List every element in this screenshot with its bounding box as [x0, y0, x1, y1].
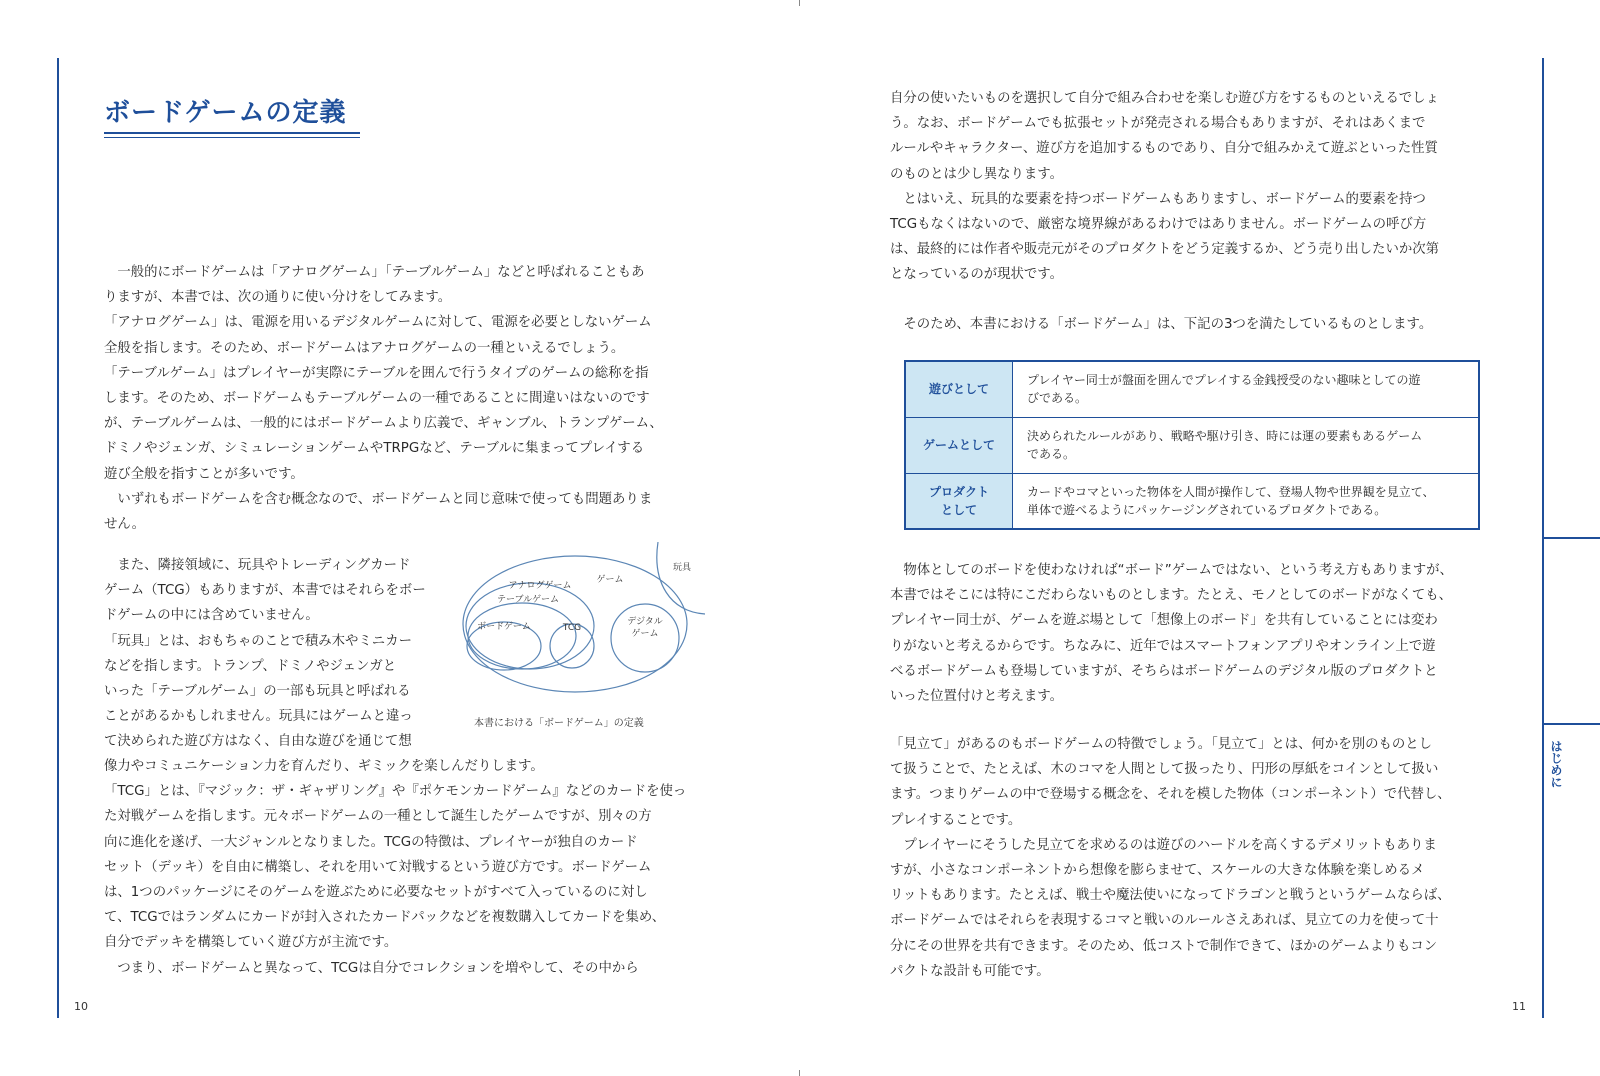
right-body-mid — [890, 558, 1453, 709]
diagram-label-toy: 玩具 — [672, 563, 692, 573]
text-line: また、隣接領域に、玩具やトレーディングカード — [104, 558, 411, 573]
crop-mark-bottom — [799, 1070, 800, 1076]
page-number-left: 10 — [74, 1000, 88, 1013]
text-line: ドゲームの中には含めていません。 — [104, 608, 319, 624]
diagram-label-analog: アナログゲーム — [508, 581, 572, 591]
text-line: せん。 — [104, 517, 145, 533]
right-body-top — [890, 86, 1439, 288]
table-label-line: 遊びとして — [928, 382, 989, 397]
text-line: う。なお、ボードゲームでも拡張セットが発売される場合もありますが、それはあくまで — [890, 116, 1426, 132]
toy-boundary-arc — [657, 542, 705, 614]
left-body-bottom — [104, 754, 686, 981]
text-line: TCGもなくはないので、厳密な境界線があるわけではありません。ボードゲームの呼び方 — [890, 217, 1427, 233]
text-line: りますが、本書では、次の通りに使い分けをしてみます。 — [104, 290, 452, 306]
crop-mark-top — [799, 0, 800, 6]
text-line: 「TCG」とは、『マジック：ザ・ギャザリング』や『ポケモンカードゲーム』などのカードを使っ — [104, 784, 687, 800]
text-line: そのため、本書における「ボードゲーム」は、下記の3つを満たしているものとします。 — [890, 317, 1433, 332]
diagram-label-game: ゲーム — [596, 575, 624, 585]
text-line: 一般的にボードゲームは「アナログゲーム」「テーブルゲーム」などと呼ばれることもあ — [104, 265, 645, 280]
table-desc-cell — [1013, 473, 1480, 529]
text-line: 「アナログゲーム」は、電源を用いるデジタルゲームに対して、電源を必要としないゲーム — [104, 315, 652, 331]
text-line: プレイヤー同士が、ゲームを遊ぶ場として「想像上のボード」を共有していることには変わ — [890, 613, 1438, 629]
table-desc-line: 単体で遊べるようにパッケージングされているプロダクトである。 — [1027, 502, 1387, 517]
table-desc-line: である。 — [1027, 447, 1076, 461]
table-label-cell — [905, 473, 1013, 529]
table-label-cell — [905, 361, 1013, 417]
table-desc-line: びである。 — [1027, 391, 1088, 406]
text-line: すが、小さなコンポーネントから想像を膨らませて、スケールの大きな体験を楽しめるメ — [890, 863, 1425, 879]
text-line: のものとは少し異なります。 — [890, 166, 1064, 182]
text-line: 像力やコミュニケーション力を育んだり、ギミックを楽しんだりします。 — [104, 759, 544, 774]
side-tab-top-rule — [1544, 537, 1600, 539]
page-title: ボードゲームの定義 — [104, 98, 347, 128]
text-line: ドミノやジェンガ、シミュレーションゲームやTRPGなど、テーブルに集まってプレイする — [104, 441, 645, 457]
table-desc-line: プレイヤー同士が盤面を囲んでプレイする金銭授受のない趣味としての遊 — [1027, 373, 1421, 388]
text-line: プレイすることです。 — [890, 812, 1022, 828]
text-line: つまり、ボードゲームと異なって、TCGは自分でコレクションを増やして、その中から — [104, 960, 639, 976]
text-line: が、テーブルゲームは、一般的にはボードゲームより広義で、ギャンブル、トランプゲーム、 — [104, 416, 663, 432]
text-line: 自分の使いたいものを選択して自分で組み合わせを楽しむ遊び方をするものといえるでしょ — [890, 91, 1439, 106]
text-line: パクトな設計も可能です。 — [890, 963, 1050, 979]
diagram-caption: 本書における「ボードゲーム」の定義 — [474, 718, 644, 729]
table-desc-line: 決められたルールがあり、戦略や駆け引き、時には運の要素もあるゲーム — [1027, 429, 1423, 443]
text-line: 物体としてのボードを使わなければ“ボード”ゲームではない、という考え方もありますが、 — [890, 563, 1453, 578]
text-line: 分にその世界を共有できます。そのため、低コストで制作できて、ほかのゲームよりもコン — [890, 938, 1438, 954]
diagram-label-board: ボードゲーム — [477, 622, 531, 632]
text-line: 向に進化を遂げ、一大ジャンルとなりました。TCGの特徴は、プレイヤーが独自のカード — [104, 834, 638, 850]
table-row — [905, 417, 1479, 473]
text-line: 「テーブルゲーム」はプレイヤーが実際にテーブルを囲んで行うタイプのゲームの総称を指 — [104, 365, 649, 381]
table-row — [905, 473, 1479, 529]
text-line: は、1つのパッケージにそのゲームを遊ぶために必要なセットがすべて入っているのに対し — [104, 885, 648, 901]
text-line: します。そのため、ボードゲームもテーブルゲームの一種であることに間違いはないのです — [104, 391, 650, 407]
page-number-right: 11 — [1512, 1000, 1526, 1013]
table-label-line: ゲームとして — [922, 438, 995, 452]
title-underline-2 — [104, 137, 360, 138]
diagram-label-tcg: TCG — [562, 623, 582, 633]
table-row — [905, 361, 1479, 417]
text-line: いった「テーブルゲーム」の一部も玩具と呼ばれる — [104, 684, 411, 700]
right-table-intro — [890, 312, 1432, 337]
text-line: ことがあるかもしれません。玩具にはゲームと違っ — [104, 709, 413, 725]
text-line: プレイヤーにそうした見立てを求めるのは遊びのハードルを高くするデメリットもありま — [890, 837, 1437, 853]
table-label-cell — [905, 417, 1013, 473]
text-line: 「玩具」とは、おもちゃのことで積み木やミニカー — [104, 633, 412, 649]
text-line: ボードゲームではそれらを表現するコマと戦いのルールさえあれば、見立ての力を使って十 — [890, 913, 1439, 929]
diagram-label-digital-2: ゲーム — [631, 629, 659, 639]
table-label-line: として — [940, 502, 977, 517]
definition-table — [904, 360, 1480, 530]
text-line: 自分でデッキを構築していく遊び方が主流です。 — [104, 935, 398, 951]
text-line: ルールやキャラクター、遊び方を追加するものであり、自分で組みかえて遊ぶといった性質 — [890, 141, 1438, 157]
text-line: は、最終的には作者や販売元がそのプロダクトをどう定義するか、どう売り出したいか次第 — [890, 242, 1440, 258]
text-line: 本書ではそこには特にこだわらないものとします。たとえ、モノとしてのボードがなくても、 — [890, 588, 1453, 604]
diagram-label-digital-1: デジタル — [627, 617, 663, 627]
text-line: セット（デッキ）を自由に構築し、それを用いて対戦するという遊び方です。ボードゲーム — [104, 859, 652, 875]
text-line: て決められた遊び方はなく、自由な遊びを通じて想 — [104, 734, 412, 750]
table-desc-cell — [1013, 361, 1480, 417]
text-line: ゲーム（TCG）もありますが、本書ではそれらをボー — [104, 583, 426, 599]
table-game-ellipse — [468, 603, 576, 669]
text-line: となっているのが現状です。 — [890, 267, 1064, 283]
board-game-definition-diagram — [460, 542, 710, 712]
diagram-label-table: テーブルゲーム — [496, 595, 560, 605]
text-line: 全般を指します。そのため、ボードゲームはアナログゲームの一種といえるでしょう。 — [104, 340, 625, 356]
table-desc-cell — [1013, 417, 1480, 473]
side-tab-bottom-rule — [1544, 723, 1600, 725]
text-line: た対戦ゲームを指します。元々ボードゲームの一種として誕生したゲームですが、別々の方 — [104, 809, 652, 825]
text-line: て扱うことで、たとえば、木のコマを人間として扱ったり、円形の厚紙をコインとして扱い — [890, 762, 1439, 778]
text-line: とはいえ、玩具的な要素を持つボードゲームもありますし、ボードゲーム的要素を持つ — [890, 191, 1426, 207]
text-line: て、TCGではランダムにカードが封入されたカードパックなどを複数購入してカードを集め、 — [104, 910, 666, 926]
left-body-wrap — [104, 553, 426, 755]
text-line: ます。つまりゲームの中で登場する概念を、それを模した物体（コンポーネント）で代替し、 — [890, 787, 1451, 803]
text-line: 「見立て」があるのもボードゲームの特徴でしょう。「見立て」とは、何かを別のものとし — [890, 737, 1433, 752]
title-underline — [104, 132, 360, 134]
chapter-side-tab: はじめに — [1549, 740, 1563, 788]
left-body-top — [104, 260, 663, 537]
text-line: りがないと考えるからです。ちなみに、近年ではスマートフォンアプリやオンライン上で遊 — [890, 638, 1436, 654]
text-line: などを指します。トランプ、ドミノやジェンガと — [104, 658, 397, 674]
right-body-bottom — [890, 732, 1451, 984]
text-line: リットもあります。たとえば、戦士や魔法使いになってドラゴンと戦うというゲームならば、 — [890, 888, 1451, 904]
table-label-line: プロダクト — [928, 484, 989, 499]
left-margin-rule — [57, 58, 59, 1018]
text-line: 遊び全般を指すことが多いです。 — [104, 466, 304, 482]
text-line: いった位置付けと考えます。 — [890, 689, 1064, 705]
text-line: いずれもボードゲームを含む概念なので、ボードゲームと同じ意味で使っても問題ありま — [104, 491, 653, 507]
text-line: べるボードゲームも登場していますが、そちらはボードゲームのデジタル版のプロダクトと — [890, 663, 1438, 679]
table-desc-line: カードやコマといった物体を人間が操作して、登場人物や世界観を見立て、 — [1027, 484, 1435, 499]
